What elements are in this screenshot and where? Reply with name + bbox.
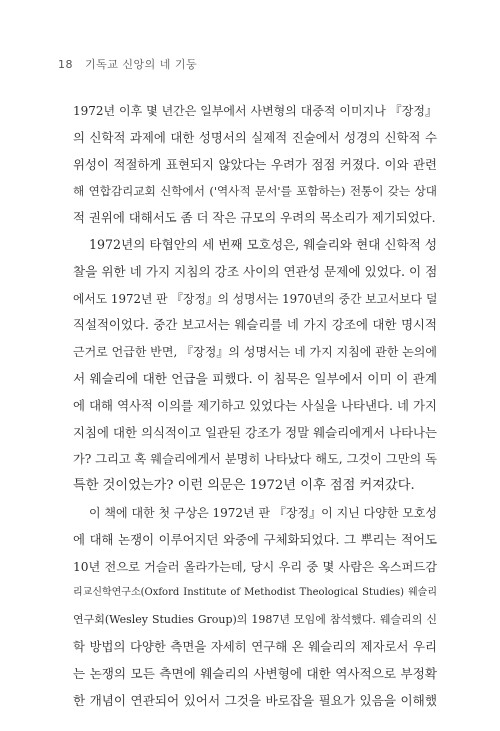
text-line: 근거로 언급한 반면, 『장정』의 성명서는 네 가지 지침에 관한 논의에 bbox=[73, 345, 437, 360]
text-line: 연구회(Wesley Studies Group)의 1987년 모임에 참석했다. 웨슬리의 신 bbox=[73, 613, 437, 627]
text-line: 에 대해 논쟁이 이루어지던 와중에 구체화되었다. 그 뿌리는 적어도 bbox=[73, 531, 437, 547]
text-line: 에 대해 역사적 이의를 제기하고 있었다는 사실을 나타낸다. 네 가지 bbox=[73, 397, 437, 413]
text-line: 특한 것이었는가? 이런 의문은 1972년 이후 점점 커져갔다. bbox=[73, 478, 415, 494]
text-line: 의 신학적 과제에 대한 성명서의 실제적 진술에서 성경의 신학적 수 bbox=[73, 129, 437, 145]
page-number: 18 bbox=[58, 58, 73, 71]
text-line: 리교신학연구소(Oxford Institute of Methodist Theological Studies) 웨슬리 bbox=[73, 587, 437, 599]
running-title: 기독교 신앙의 네 기둥 bbox=[85, 58, 198, 71]
text-line: 1972년의 타협안의 세 번째 모호성은, 웨슬리와 현대 신학적 성 bbox=[89, 236, 437, 252]
text-line: 학 방법의 다양한 측면을 자세히 연구해 온 웨슬리의 제자로서 우리 bbox=[73, 638, 437, 654]
text-line: 직설적이었다. 중간 보고서는 웨슬리를 네 가지 강조에 대한 명시적 bbox=[73, 317, 437, 333]
text-line: 한 개념이 연관되어 있어서 그것을 바로잡을 필요가 있음을 이해했 bbox=[73, 692, 437, 708]
text-line: 10년 전으로 거슬러 올라가는데, 당시 우리 중 몇 사람은 옥스퍼드감 bbox=[73, 559, 437, 574]
text-line: 해 연합감리교회 신학에서 ('역사적 문서'를 포함하는) 전통이 갖는 상대 bbox=[73, 184, 437, 199]
text-line: 찰을 위한 네 가지 지침의 강조 사이의 연관성 문제에 있었다. 이 점 bbox=[73, 263, 437, 279]
text-line: 가? 그리고 혹 웨슬리에게서 분명히 나타났다 해도, 그것이 그만의 독 bbox=[73, 452, 437, 467]
text-line: 는 논쟁의 모든 측면에 웨슬리의 사변형에 대한 역사적으로 부정확 bbox=[73, 665, 437, 681]
text-line: 위성이 적절하게 표현되지 않았다는 우려가 점점 커졌다. 이와 관련 bbox=[73, 156, 437, 172]
text-line: 지침에 대한 의식적이고 일관된 강조가 정말 웨슬리에게서 나타나는 bbox=[73, 424, 437, 440]
text-line: 서 웨슬리에 대한 언급을 피했다. 이 침묵은 일부에서 이미 이 관계 bbox=[73, 370, 437, 386]
text-line: 에서도 1972년 판 『장정』의 성명서는 1970년의 중간 보고서보다 덜 bbox=[73, 291, 437, 306]
text-line: 적 권위에 대해서도 좀 더 작은 규모의 우려의 목소리가 제기되었다. bbox=[73, 210, 436, 226]
running-header bbox=[58, 56, 197, 72]
body-text bbox=[73, 98, 437, 714]
text-line: 1972년 이후 몇 년간은 일부에서 사변형의 대중적 이미지나 『장정』 bbox=[73, 104, 437, 118]
text-line: 이 책에 대한 첫 구상은 1972년 판 『장정』이 지닌 다양한 모호성 bbox=[89, 505, 437, 520]
